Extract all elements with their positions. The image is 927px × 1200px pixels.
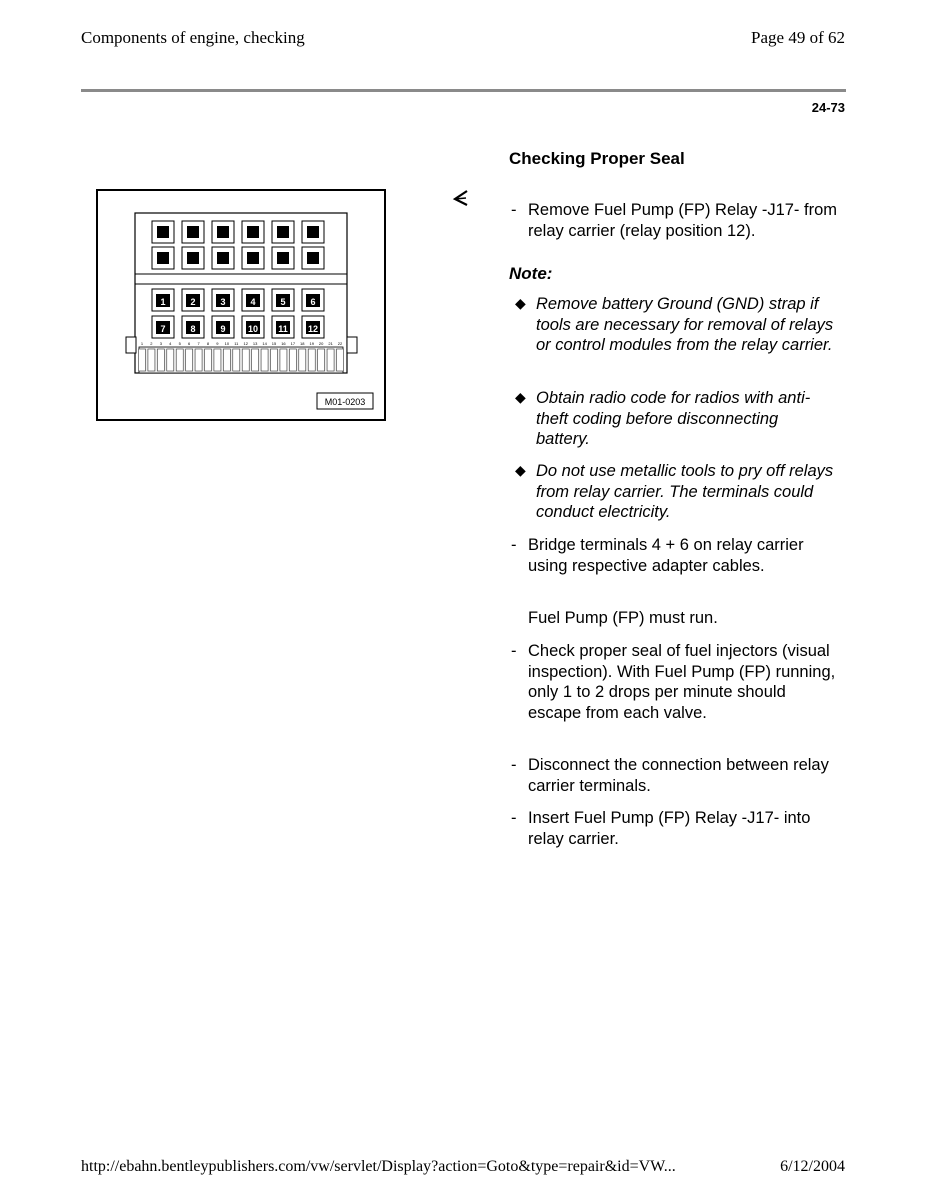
relay-position: [272, 316, 294, 338]
terminal-number: 3: [159, 341, 162, 346]
socket: [242, 221, 264, 243]
relay-position: [242, 289, 264, 311]
terminal: [167, 349, 174, 371]
note-item: ◆ Obtain radio code for radios with anti-theft coding before disconnecting battery.: [515, 389, 811, 448]
terminal: [280, 349, 287, 371]
socket: [182, 247, 204, 269]
footer-date: 6/12/2004: [780, 1158, 845, 1175]
relay-number: 12: [307, 324, 319, 334]
terminal: [139, 349, 146, 371]
terminal: [148, 349, 155, 371]
terminal: [176, 349, 183, 371]
relay-number: 6: [310, 297, 316, 307]
note-label: Note:: [509, 264, 553, 283]
terminal-number: 18: [300, 341, 305, 346]
terminal-number: 7: [197, 341, 200, 346]
socket: [212, 221, 234, 243]
terminal-number: 4: [169, 341, 172, 346]
relay-number: 4: [250, 297, 256, 307]
instruction-step: - Insert Fuel Pump (FP) Relay -J17- into relay carrier.: [511, 809, 811, 848]
page-header-title: Components of engine, checking: [81, 28, 305, 47]
terminal-number: 13: [252, 341, 258, 346]
note-item: ◆ Do not use metallic tools to pry off relays from relay carrier. The terminals could conduct electricity.: [515, 462, 834, 521]
terminal: [195, 349, 202, 371]
terminal: [186, 349, 193, 371]
relay-position: [272, 289, 294, 311]
socket: [212, 247, 234, 269]
terminal-number: 15: [271, 341, 277, 346]
socket: [272, 247, 294, 269]
relay-number: 2: [190, 297, 196, 307]
relay-number: 8: [190, 324, 196, 334]
relay-position: [302, 289, 324, 311]
terminal: [252, 349, 259, 371]
diamond-bullet-icon: ◆: [515, 462, 526, 478]
relay-carrier-diagram: [96, 189, 386, 421]
socket: [272, 221, 294, 243]
terminal: [261, 349, 268, 371]
relay-position: [182, 316, 204, 338]
diamond-bullet-icon: ◆: [515, 295, 526, 311]
terminal-number: 12: [243, 341, 248, 346]
terminal-number: 11: [234, 341, 239, 346]
terminal: [308, 349, 315, 371]
terminal-number: 10: [224, 341, 230, 346]
terminal: [271, 349, 278, 371]
relay-position: [152, 316, 174, 338]
terminal: [337, 349, 344, 371]
socket: [182, 221, 204, 243]
figure-label: M01-0203: [324, 397, 366, 407]
footer-url: http://ebahn.bentleypublishers.com/vw/servlet/Display?action=Goto&type=repair&id=VW...: [81, 1158, 676, 1175]
terminal-number: 21: [328, 341, 333, 346]
socket: [302, 221, 324, 243]
terminal-number: 2: [150, 341, 153, 346]
socket: [242, 247, 264, 269]
note-item: ◆ Remove battery Ground (GND) strap if tools are necessary for removal of relays or control modules from the relay carrier.: [515, 295, 834, 354]
terminal-number: 6: [188, 341, 191, 346]
page-number: Page 49 of 62: [751, 28, 845, 47]
socket: [152, 221, 174, 243]
section-heading: Checking Proper Seal: [509, 149, 685, 168]
relay-number: 7: [160, 324, 166, 334]
socket: [152, 247, 174, 269]
terminal: [242, 349, 249, 371]
terminal: [318, 349, 325, 371]
terminal-number: 16: [281, 341, 286, 346]
instruction-step: - Check proper seal of fuel injectors (visual inspection). With Fuel Pump (FP) running, only 1 to 2 drops per minute should escape from each valve.: [511, 642, 836, 722]
terminal: [157, 349, 164, 371]
terminal-number: 20: [318, 341, 324, 346]
terminal: [299, 349, 306, 371]
terminal: [223, 349, 230, 371]
terminal: [214, 349, 221, 371]
instruction-step: - Remove Fuel Pump (FP) Relay -J17- from relay carrier (relay position 12).: [511, 201, 837, 240]
relay-number: 11: [278, 324, 288, 334]
relay-position: [302, 316, 324, 338]
relay-position: [182, 289, 204, 311]
relay-number: 10: [247, 324, 259, 334]
relay-position: [212, 316, 234, 338]
relay-number: 1: [160, 297, 166, 307]
terminal-number: 8: [206, 341, 210, 346]
figure-reference-arrow-icon: [452, 188, 472, 208]
result-text: Fuel Pump (FP) must run.: [528, 609, 718, 627]
terminal: [289, 349, 296, 371]
diamond-bullet-icon: ◆: [515, 389, 526, 405]
terminal-number: 19: [309, 341, 314, 346]
terminal-number: 14: [262, 341, 267, 346]
terminal-number: 5: [178, 341, 181, 346]
relay-position: [242, 316, 264, 338]
terminal: [233, 349, 240, 371]
instruction-step: - Bridge terminals 4 + 6 on relay carrier using respective adapter cables.: [511, 536, 804, 575]
socket: [302, 247, 324, 269]
relay-position: [212, 289, 234, 311]
terminal-number: 17: [290, 341, 296, 346]
page-code: 24-73: [811, 100, 845, 115]
relay-number: 3: [220, 297, 226, 307]
relay-position: [152, 289, 174, 311]
terminal: [205, 349, 212, 371]
header-divider: [81, 89, 846, 92]
relay-number: 5: [280, 297, 286, 307]
terminal-number: 1: [140, 341, 144, 346]
terminal: [327, 349, 334, 371]
terminal-number: 9: [216, 341, 219, 346]
instruction-step: - Disconnect the connection between relay carrier terminals.: [511, 756, 829, 795]
terminal-number: 22: [337, 341, 343, 346]
relay-number: 9: [220, 324, 226, 334]
